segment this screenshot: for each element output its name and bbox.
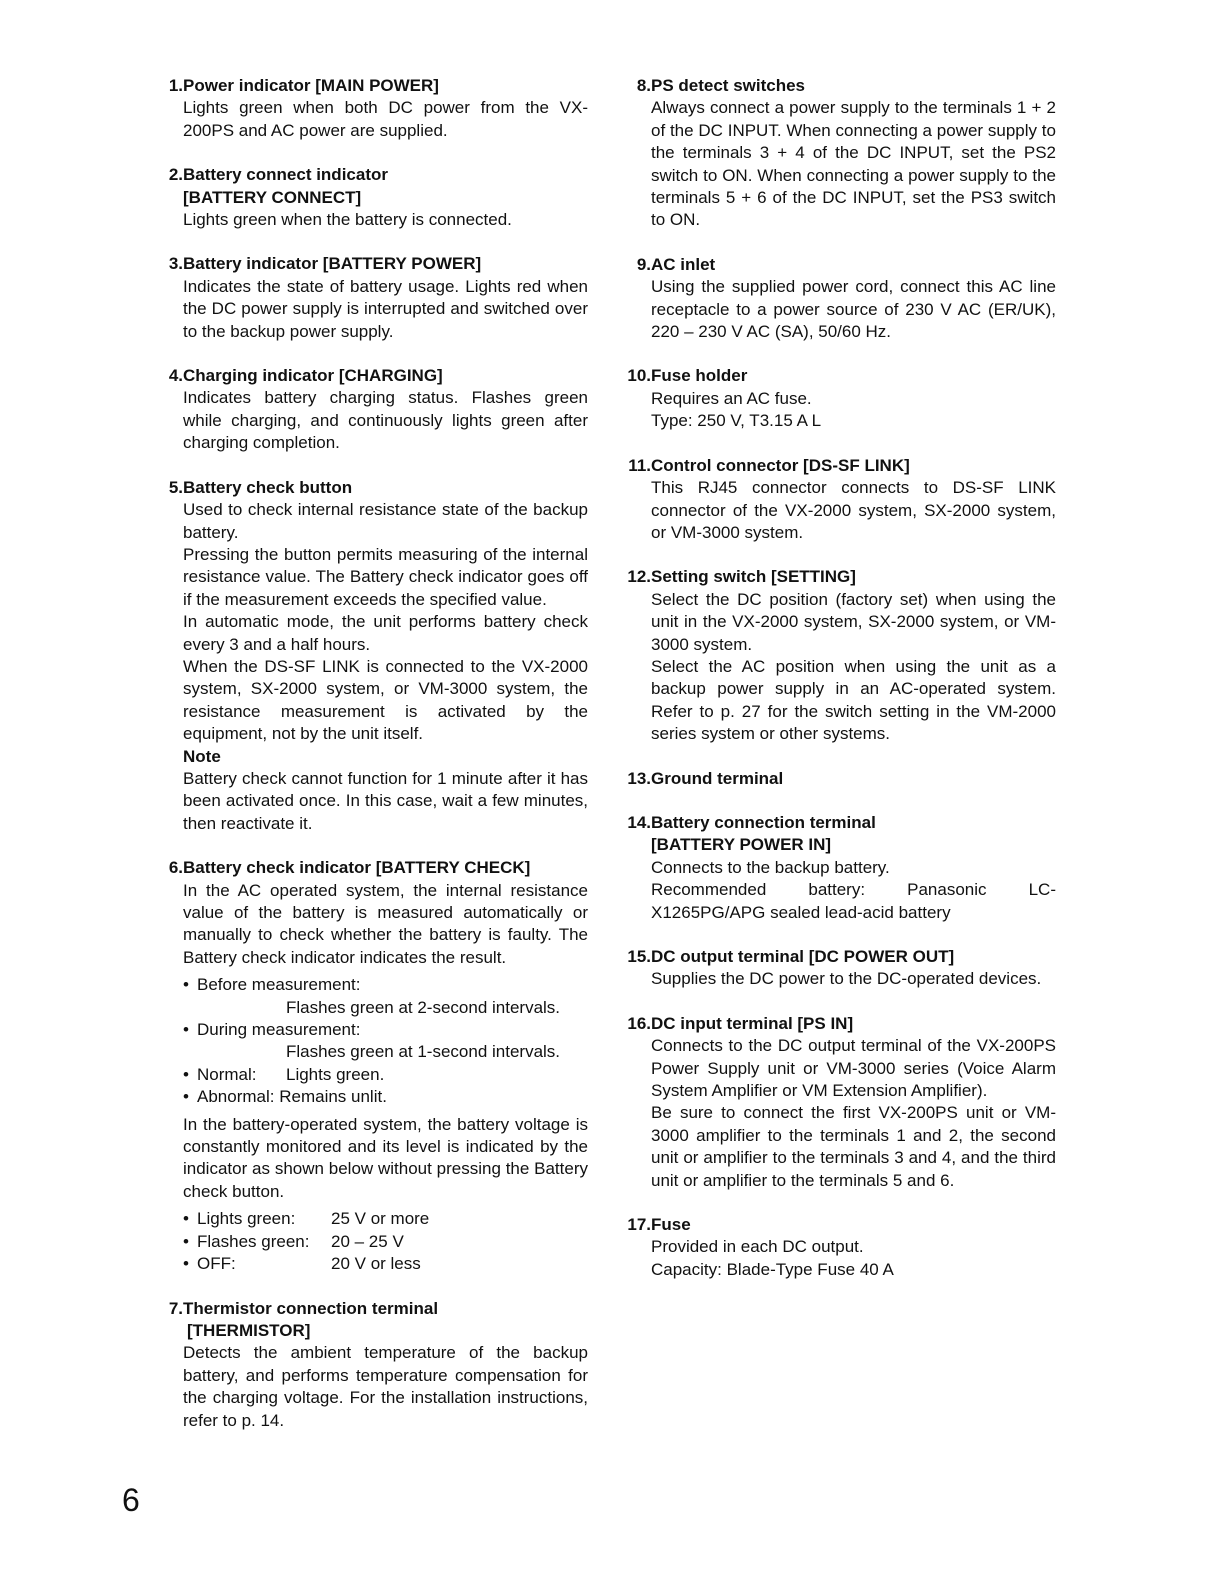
list-value: 25 V or more: [331, 1209, 430, 1229]
item-title: AC inlet: [651, 254, 716, 274]
item-title: Charging indicator [CHARGING]: [183, 366, 443, 386]
left-column: [162, 75, 588, 1454]
item-text: Capacity: Blade-Type Fuse 40 A: [651, 1259, 894, 1279]
item-text: Supplies the DC power to the DC-operated devices.: [651, 969, 1042, 989]
item-number: 3.: [168, 254, 183, 274]
item-10: [620, 365, 1056, 432]
item-title: Battery connection terminal: [651, 812, 876, 832]
item-number: 12.: [627, 567, 651, 587]
list-label: OFF:: [197, 1254, 236, 1274]
item-text: Connects to the backup battery.: [651, 857, 890, 877]
item-title: Battery check button: [183, 477, 353, 497]
item-title: Setting switch [SETTING]: [651, 567, 856, 587]
item-title: Fuse: [651, 1215, 691, 1235]
item-number: 11.: [628, 455, 651, 475]
item-8: [620, 75, 1056, 232]
item-6: [162, 857, 588, 1275]
item-text: When the DS-SF LINK is connected to the VX-2000 system, SX-2000 system, or VM-3000 system, the resistance measurement is activated by the equipment, not by the unit itself.: [183, 656, 588, 744]
list-item: • During measurement:: [183, 1019, 588, 1041]
item-text: In the battery-operated system, the battery voltage is constantly monitored and its level is indicated by the indicator as shown below without pressing the Battery check button.: [183, 1114, 588, 1201]
item-9: [620, 254, 1056, 344]
item-text: Select the AC position when using the unit as a backup power supply in an AC-operated system. Refer to p. 27 for the switch setting in the VM-2000 series system or other systems.: [651, 656, 1056, 744]
item-number: 13.: [627, 768, 651, 788]
list-item: • Normal: Lights green.: [183, 1064, 588, 1086]
item-title: Thermistor connection terminal: [183, 1298, 439, 1318]
list-label: Flashes green:: [197, 1231, 310, 1251]
item-12: [620, 566, 1056, 745]
item-5: [162, 477, 588, 836]
page-number: 6: [122, 1482, 140, 1518]
item-text: Provided in each DC output.: [651, 1237, 864, 1257]
list-label: Before measurement:: [197, 975, 361, 995]
item-title: Battery indicator [BATTERY POWER]: [183, 254, 482, 274]
item-title: DC input terminal [PS IN]: [651, 1013, 854, 1033]
item-text: Detects the ambient temperature of the backup battery, and performs temperature compensation for the charging voltage. For the installation instructions, refer to p. 14.: [183, 1343, 588, 1430]
item-number: 4.: [168, 366, 183, 386]
item-number: 6.: [168, 858, 183, 878]
list-value: Remains unlit.: [279, 1087, 387, 1107]
item-11: [620, 455, 1056, 545]
item-text: Lights green when the battery is connected.: [183, 210, 512, 230]
item-number: 2.: [168, 165, 183, 185]
list-label: Normal:: [197, 1064, 257, 1084]
list-item: • Lights green: 25 V or more: [183, 1208, 588, 1230]
list-item: • Abnormal: Remains unlit.: [183, 1086, 588, 1108]
item-number: 10.: [627, 366, 651, 386]
item-title: Fuse holder: [651, 366, 748, 386]
item-text: Indicates the state of battery usage. Lights red when the DC power supply is interrupted and switched over to the backup power supply.: [183, 276, 588, 341]
list-item: • OFF: 20 V or less: [183, 1253, 588, 1275]
item-text: In the AC operated system, the internal resistance value of the battery is measured automatically or manually to check whether the battery is faulty. The Battery check indicator indicates the result.: [183, 880, 588, 967]
item-17: [620, 1214, 1056, 1281]
item-7: [162, 1298, 588, 1432]
list-label: Abnormal:: [197, 1087, 275, 1107]
right-column: [620, 75, 1056, 1303]
item-title: Control connector [DS-SF LINK]: [651, 455, 910, 475]
item-number: 14.: [627, 812, 651, 832]
item-text: Connects to the DC output terminal of the VX-200PS Power Supply unit or VM-3000 series (Voice Alarm System Amplifier or VM Extension Amplifier).: [651, 1036, 1056, 1101]
list-value: 20 – 25 V: [331, 1231, 404, 1251]
item-13: [620, 768, 1056, 790]
item-text: Be sure to connect the first VX-200PS unit or VM-3000 amplifier to the terminals 1 and 2, the second unit or amplifier to the terminals 3 and 4, and the third unit or amplifier to the terminals 5 and 6.: [651, 1103, 1056, 1190]
item-14: [620, 812, 1056, 924]
list-item: • Before measurement:: [183, 974, 588, 996]
item-number: 15.: [627, 947, 651, 966]
item-text: Pressing the button permits measuring of the internal resistance value. The Battery check indicator goes off if the measurement exceeds the specified value.: [183, 544, 588, 609]
list-value: 20 V or less: [331, 1254, 421, 1274]
item-text: This RJ45 connector connects to DS-SF LINK connector of the VX-2000 system, SX-2000 system, or VM-3000 system.: [651, 478, 1056, 542]
item-number: 9.: [636, 254, 651, 274]
item-text: Lights green when both DC power from the VX-200PS and AC power are supplied.: [183, 98, 588, 140]
item-text: Indicates battery charging status. Flashes green while charging, and continuously lights green after charging completion.: [183, 388, 588, 453]
item-title: Ground terminal: [651, 768, 784, 788]
item-title: DC output terminal [DC POWER OUT]: [651, 947, 955, 966]
item-text: Recommended battery: Panasonic LC-X1265PG/APG sealed lead-acid battery: [651, 880, 1056, 922]
list-item: • Flashes green: 20 – 25 V: [183, 1231, 588, 1253]
item-number: 17.: [627, 1215, 651, 1235]
item-text: In automatic mode, the unit performs battery check every 3 and a half hours.: [183, 612, 588, 654]
item-subtitle: [BATTERY CONNECT]: [183, 187, 362, 207]
item-title: Power indicator [MAIN POWER]: [183, 76, 439, 95]
voltage-list: [183, 1208, 588, 1275]
item-text: Type: 250 V, T3.15 A L: [651, 411, 822, 431]
item-title: Battery connect indicator: [183, 165, 388, 185]
item-4: [162, 365, 588, 455]
item-number: 7.: [168, 1298, 183, 1318]
item-number: 1.: [168, 76, 183, 95]
list-value: Flashes green at 2-second intervals.: [286, 997, 561, 1017]
item-subtitle: [BATTERY POWER IN]: [651, 835, 832, 855]
item-text: Requires an AC fuse.: [651, 388, 812, 408]
list-label: Lights green:: [197, 1209, 296, 1229]
item-2: [162, 164, 588, 231]
list-label: During measurement:: [197, 1020, 361, 1040]
item-number: 5.: [168, 477, 183, 497]
item-text: Used to check internal resistance state of the backup battery.: [183, 500, 588, 542]
item-title: Battery check indicator [BATTERY CHECK]: [183, 858, 531, 878]
item-text: Using the supplied power cord, connect this AC line receptacle to a power source of 230 V AC (ER/UK), 220 – 230 V AC (SA), 50/60 Hz.: [651, 277, 1056, 342]
measurement-list: [183, 974, 588, 1108]
item-3: [162, 253, 588, 343]
item-16: [620, 1013, 1056, 1192]
item-text: Always connect a power supply to the terminals 1 + 2 of the DC INPUT. When connecting a power supply to the terminals 3 + 4 of the DC INPUT, set the PS2 switch to ON. When connecting a power supply to the terminals 5 + 6 of the DC INPUT, set the PS3 switch to ON.: [651, 98, 1056, 230]
item-number: 16.: [627, 1013, 651, 1033]
list-value: Flashes green at 1-second intervals.: [286, 1042, 561, 1062]
note-label: Note: [183, 746, 221, 766]
item-text: Select the DC position (factory set) when using the unit in the VX-2000 system, SX-2000 system, or VM-3000 system.: [651, 589, 1056, 654]
note-text: Battery check cannot function for 1 minute after it has been activated once. In this case, wait a few minutes, then reactivate it.: [183, 768, 588, 833]
item-15: [620, 946, 1056, 991]
item-subtitle: [THERMISTOR]: [187, 1320, 311, 1340]
item-title: PS detect switches: [651, 76, 806, 95]
item-number: 8.: [636, 76, 651, 95]
list-value: Lights green.: [286, 1064, 385, 1084]
item-1: [162, 75, 588, 142]
